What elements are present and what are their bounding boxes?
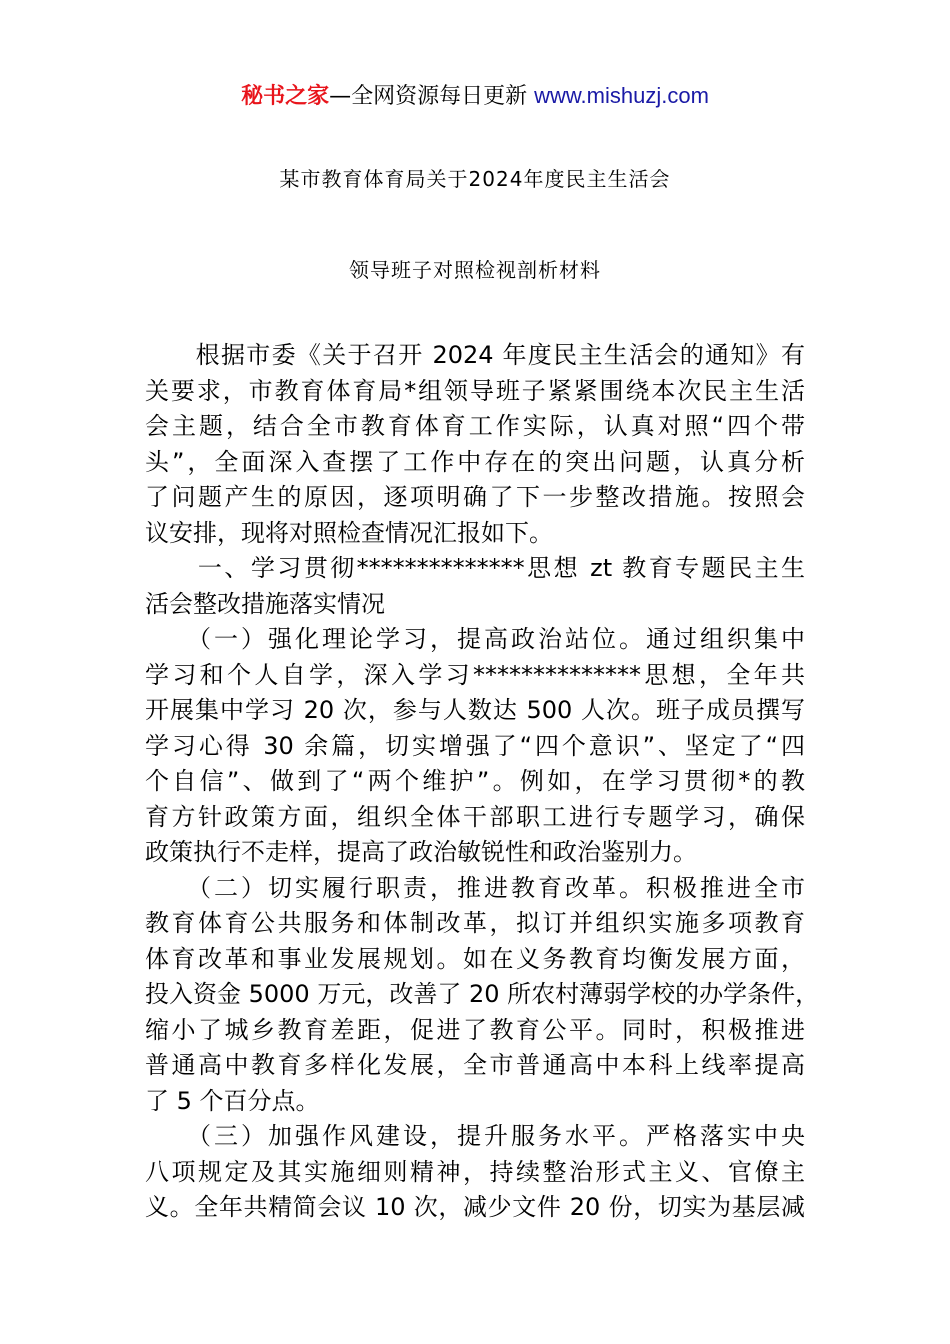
body-line: 普通高中教育多样化发展，全市普通高中本科上线率提高: [145, 1051, 805, 1079]
document-body: [145, 338, 820, 1226]
body-line: 了问题产生的原因，逐项明确了下一步整改措施。按照会: [145, 483, 805, 511]
document-title-line-2: 领导班子对照检视剖析材料: [349, 258, 601, 282]
body-line: 了 5 个百分点。: [145, 1086, 320, 1115]
body-line: 一、学习贯彻**************思想 zt 教育专题民主生: [145, 554, 805, 582]
body-line: 议安排，现将对照检查情况汇报如下。: [145, 518, 553, 547]
body-line: 缩小了城乡教育差距，促进了教育公平。同时，积极推进: [145, 1015, 805, 1044]
body-line: 根据市委《关于召开 2024 年度民主生活会的通知》有: [145, 341, 805, 369]
body-line: 教育体育公共服务和体制改革，拟订并组织实施多项教育: [145, 909, 805, 937]
body-line: 八项规定及其实施细则精神，持续整治形式主义、官僚主: [145, 1157, 805, 1186]
body-line: 学习心得 30 余篇，切实增强了“四个意识”、坚定了“四: [145, 731, 805, 760]
body-line: 投入资金 5000 万元，改善了 20 所农村薄弱学校的办学条件，: [145, 980, 820, 1008]
body-line: 关要求，市教育体育局*组领导班子紧紧围绕本次民主生活: [145, 376, 805, 405]
body-line: （一）强化理论学习，提高政治站位。通过组织集中: [145, 625, 805, 653]
body-line: 活会整改措施落实情况: [145, 589, 385, 618]
site-brand: 秘书之家: [241, 84, 330, 109]
document-title-line-1: 某市教育体育局关于2024年度民主生活会: [279, 167, 671, 191]
body-line: （三）加强作风建设，提升服务水平。严格落实中央: [145, 1122, 805, 1150]
body-line: 育方针政策方面，组织全体干部职工进行专题学习，确保: [145, 802, 805, 831]
body-line: 义。全年共精简会议 10 次，减少文件 20 份，切实为基层减: [145, 1193, 805, 1221]
body-line: 体育改革和事业发展规划。如在义务教育均衡发展方面，: [145, 944, 805, 973]
body-line: （二）切实履行职责，推进教育改革。积极推进全市: [145, 873, 805, 902]
body-line: 会主题，结合全市教育体育工作实际，认真对照“四个带: [145, 412, 805, 440]
body-line: 政策执行不走样，提高了政治敏锐性和政治鉴别力。: [145, 838, 697, 866]
site-tagline: —全网资源每日更新: [329, 84, 535, 109]
site-header: [0, 78, 950, 115]
body-line: 个自信”、做到了“两个维护”。例如，在学习贯彻*的教: [145, 767, 805, 795]
body-line: 头”，全面深入查摆了工作中存在的突出问题，认真分析: [145, 447, 805, 476]
site-url-link[interactable]: www.mishuzj.com: [534, 83, 709, 108]
body-line: 开展集中学习 20 次，参与人数达 500 人次。班子成员撰写: [145, 696, 805, 724]
body-line: 学习和个人自学，深入学习**************思想，全年共: [145, 660, 805, 689]
